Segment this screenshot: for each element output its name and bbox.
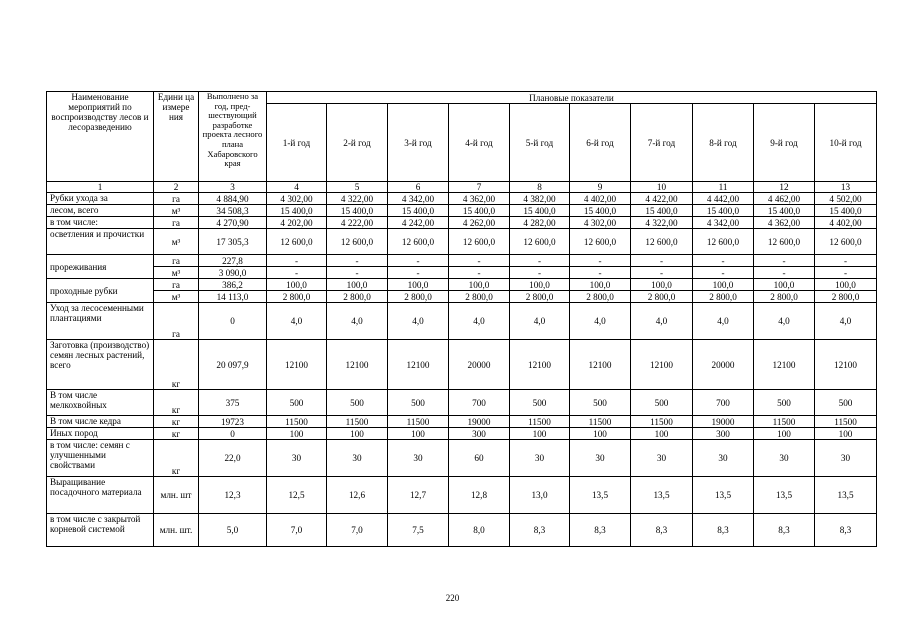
row-plan-value: 12,5 bbox=[267, 477, 327, 514]
row-plan-value: 500 bbox=[267, 390, 327, 416]
row-prev-value: 17 305,3 bbox=[199, 229, 267, 255]
row-plan-value: 12 600,0 bbox=[570, 229, 631, 255]
header-year: 10-й год bbox=[815, 104, 877, 182]
row-plan-value: 11500 bbox=[267, 416, 327, 428]
row-plan-value: 12100 bbox=[631, 340, 693, 390]
row-unit: кг bbox=[154, 390, 199, 416]
row-unit: кг bbox=[154, 428, 199, 440]
row-plan-value: 2 800,0 bbox=[693, 291, 754, 303]
row-plan-value: 300 bbox=[449, 428, 510, 440]
row-plan-value: 2 800,0 bbox=[327, 291, 388, 303]
header-planned: Плановые показатели bbox=[267, 92, 877, 104]
row-plan-value: 4 422,00 bbox=[631, 193, 693, 205]
row-plan-value: 12 600,0 bbox=[754, 229, 815, 255]
row-plan-value: 8,0 bbox=[449, 514, 510, 547]
row-plan-value: 12 600,0 bbox=[449, 229, 510, 255]
row-plan-value: 13,5 bbox=[754, 477, 815, 514]
row-unit: га bbox=[154, 217, 199, 229]
row-plan-value: 30 bbox=[570, 440, 631, 477]
row-prev-value: 0 bbox=[199, 303, 267, 340]
row-plan-value: 13,5 bbox=[631, 477, 693, 514]
row-unit: га bbox=[154, 303, 199, 340]
row-plan-value: - bbox=[815, 267, 877, 279]
row-prev-value: 20 097,9 bbox=[199, 340, 267, 390]
row-plan-value: 11500 bbox=[510, 416, 570, 428]
row-plan-value: 15 400,0 bbox=[631, 205, 693, 217]
row-plan-value: 300 bbox=[693, 428, 754, 440]
row-name: Выращивание посадочного материала bbox=[47, 477, 154, 514]
row-plan-value: 15 400,0 bbox=[570, 205, 631, 217]
row-plan-value: 4,0 bbox=[267, 303, 327, 340]
row-prev-value: 3 090,0 bbox=[199, 267, 267, 279]
column-number: 3 bbox=[199, 182, 267, 193]
row-plan-value: 12 600,0 bbox=[693, 229, 754, 255]
row-plan-value: 11500 bbox=[388, 416, 449, 428]
row-plan-value: 15 400,0 bbox=[267, 205, 327, 217]
row-plan-value: 2 800,0 bbox=[570, 291, 631, 303]
column-number: 9 bbox=[570, 182, 631, 193]
row-plan-value: 30 bbox=[815, 440, 877, 477]
row-plan-value: - bbox=[327, 255, 388, 267]
row-plan-value: 100,0 bbox=[267, 279, 327, 291]
row-prev-value: 375 bbox=[199, 390, 267, 416]
row-plan-value: 2 800,0 bbox=[449, 291, 510, 303]
row-name: прореживания bbox=[47, 255, 154, 279]
row-plan-value: - bbox=[388, 267, 449, 279]
header-year: 7-й год bbox=[631, 104, 693, 182]
row-unit: млн. шт bbox=[154, 477, 199, 514]
row-plan-value: - bbox=[388, 255, 449, 267]
row-unit: кг bbox=[154, 340, 199, 390]
row-plan-value: 7,0 bbox=[327, 514, 388, 547]
row-plan-value: 100 bbox=[327, 428, 388, 440]
row-plan-value: 2 800,0 bbox=[754, 291, 815, 303]
column-number: 1 bbox=[47, 182, 154, 193]
row-name: В том числе кедра bbox=[47, 416, 154, 428]
row-plan-value: 12 600,0 bbox=[267, 229, 327, 255]
row-plan-value: - bbox=[449, 267, 510, 279]
row-plan-value: 4 362,00 bbox=[449, 193, 510, 205]
row-plan-value: 4 362,00 bbox=[754, 217, 815, 229]
row-plan-value: 13,5 bbox=[570, 477, 631, 514]
row-plan-value: 30 bbox=[510, 440, 570, 477]
row-plan-value: 4 382,00 bbox=[510, 193, 570, 205]
row-plan-value: 12 600,0 bbox=[327, 229, 388, 255]
row-name: проходные рубки bbox=[47, 279, 154, 303]
row-plan-value: 4 222,00 bbox=[327, 217, 388, 229]
row-prev-value: 22,0 bbox=[199, 440, 267, 477]
row-plan-value: 13,5 bbox=[693, 477, 754, 514]
row-unit: га bbox=[154, 279, 199, 291]
row-plan-value: 30 bbox=[388, 440, 449, 477]
table-row bbox=[47, 477, 877, 514]
row-plan-value: 4,0 bbox=[327, 303, 388, 340]
row-plan-value: 500 bbox=[631, 390, 693, 416]
row-prev-value: 4 270,90 bbox=[199, 217, 267, 229]
row-prev-value: 12,3 bbox=[199, 477, 267, 514]
row-plan-value: 15 400,0 bbox=[388, 205, 449, 217]
row-plan-value: 12 600,0 bbox=[510, 229, 570, 255]
row-plan-value: 2 800,0 bbox=[510, 291, 570, 303]
header-year: 8-й год bbox=[693, 104, 754, 182]
row-name: в том числе с закрытой корневой системой bbox=[47, 514, 154, 547]
column-number: 10 bbox=[631, 182, 693, 193]
row-plan-value: 8,3 bbox=[754, 514, 815, 547]
row-plan-value: 500 bbox=[815, 390, 877, 416]
row-plan-value: 4,0 bbox=[570, 303, 631, 340]
header-year: 5-й год bbox=[510, 104, 570, 182]
row-plan-value: 13,0 bbox=[510, 477, 570, 514]
table-row bbox=[47, 514, 877, 547]
row-prev-value: 19723 bbox=[199, 416, 267, 428]
row-plan-value: 100,0 bbox=[327, 279, 388, 291]
row-plan-value: - bbox=[754, 267, 815, 279]
row-plan-value: 12,8 bbox=[449, 477, 510, 514]
row-plan-value: 12 600,0 bbox=[631, 229, 693, 255]
row-prev-value: 5,0 bbox=[199, 514, 267, 547]
row-plan-value: 11500 bbox=[570, 416, 631, 428]
table-row bbox=[47, 229, 877, 255]
row-plan-value: 4 282,00 bbox=[510, 217, 570, 229]
row-plan-value: 4,0 bbox=[815, 303, 877, 340]
row-plan-value: 7,5 bbox=[388, 514, 449, 547]
row-unit: м³ bbox=[154, 291, 199, 303]
row-plan-value: 4,0 bbox=[754, 303, 815, 340]
row-plan-value: 100,0 bbox=[754, 279, 815, 291]
row-plan-value: 20000 bbox=[693, 340, 754, 390]
row-plan-value: 100,0 bbox=[449, 279, 510, 291]
row-plan-value: - bbox=[570, 267, 631, 279]
row-plan-value: 4,0 bbox=[388, 303, 449, 340]
row-plan-value: 30 bbox=[327, 440, 388, 477]
header-year: 2-й год bbox=[327, 104, 388, 182]
table-row bbox=[47, 255, 877, 267]
row-plan-value: 15 400,0 bbox=[693, 205, 754, 217]
row-plan-value: 4 342,00 bbox=[693, 217, 754, 229]
row-name: осветления и прочистки bbox=[47, 229, 154, 255]
header-year: 6-й год bbox=[570, 104, 631, 182]
row-plan-value: 4 342,00 bbox=[388, 193, 449, 205]
row-name: в том числе: семян с улучшенными свойствами bbox=[47, 440, 154, 477]
row-plan-value: 100 bbox=[267, 428, 327, 440]
row-prev-value: 34 508,3 bbox=[199, 205, 267, 217]
header-prev: Выполнено за год, пред-шествующий разработке проекта лесного плана Хабаровского края bbox=[199, 92, 267, 182]
row-plan-value: - bbox=[815, 255, 877, 267]
row-plan-value: 4 402,00 bbox=[570, 193, 631, 205]
row-plan-value: 100 bbox=[754, 428, 815, 440]
column-number: 12 bbox=[754, 182, 815, 193]
column-number: 8 bbox=[510, 182, 570, 193]
row-unit: га bbox=[154, 193, 199, 205]
column-number: 5 bbox=[327, 182, 388, 193]
row-plan-value: 4 442,00 bbox=[693, 193, 754, 205]
column-number: 2 bbox=[154, 182, 199, 193]
row-plan-value: - bbox=[754, 255, 815, 267]
row-unit: га bbox=[154, 255, 199, 267]
row-plan-value: 2 800,0 bbox=[267, 291, 327, 303]
row-plan-value: 100,0 bbox=[388, 279, 449, 291]
row-plan-value: 100 bbox=[815, 428, 877, 440]
row-plan-value: 2 800,0 bbox=[815, 291, 877, 303]
table-row bbox=[47, 193, 877, 205]
row-plan-value: 4,0 bbox=[631, 303, 693, 340]
row-plan-value: 2 800,0 bbox=[631, 291, 693, 303]
row-plan-value: 8,3 bbox=[570, 514, 631, 547]
row-plan-value: 15 400,0 bbox=[815, 205, 877, 217]
row-plan-value: 100,0 bbox=[693, 279, 754, 291]
row-plan-value: 4 462,00 bbox=[754, 193, 815, 205]
row-name: Уход за лесосеменными плантациями bbox=[47, 303, 154, 340]
row-plan-value: 4 202,00 bbox=[267, 217, 327, 229]
row-plan-value: 8,3 bbox=[693, 514, 754, 547]
row-unit: м³ bbox=[154, 205, 199, 217]
row-plan-value: 500 bbox=[388, 390, 449, 416]
row-plan-value: 30 bbox=[693, 440, 754, 477]
row-plan-value: - bbox=[693, 267, 754, 279]
row-plan-value: 4 502,00 bbox=[815, 193, 877, 205]
row-plan-value: 15 400,0 bbox=[327, 205, 388, 217]
table-row bbox=[47, 217, 877, 229]
row-plan-value: 4 302,00 bbox=[267, 193, 327, 205]
row-plan-value: - bbox=[267, 255, 327, 267]
row-plan-value: 11500 bbox=[754, 416, 815, 428]
row-plan-value: 4 402,00 bbox=[815, 217, 877, 229]
row-plan-value: 12100 bbox=[267, 340, 327, 390]
row-plan-value: 4,0 bbox=[693, 303, 754, 340]
row-plan-value: 11500 bbox=[631, 416, 693, 428]
row-plan-value: 4 322,00 bbox=[327, 193, 388, 205]
row-plan-value: 4 242,00 bbox=[388, 217, 449, 229]
row-plan-value: 500 bbox=[754, 390, 815, 416]
row-plan-value: 100 bbox=[388, 428, 449, 440]
row-plan-value: 12100 bbox=[754, 340, 815, 390]
row-plan-value: 11500 bbox=[327, 416, 388, 428]
row-name: лесом, всего bbox=[47, 205, 154, 217]
header-year: 9-й год bbox=[754, 104, 815, 182]
row-unit: млн. шт. bbox=[154, 514, 199, 547]
row-prev-value: 14 113,0 bbox=[199, 291, 267, 303]
column-number: 4 bbox=[267, 182, 327, 193]
row-unit: кг bbox=[154, 416, 199, 428]
row-plan-value: 4 262,00 bbox=[449, 217, 510, 229]
row-plan-value: 15 400,0 bbox=[449, 205, 510, 217]
table-row bbox=[47, 291, 877, 303]
row-plan-value: 30 bbox=[267, 440, 327, 477]
row-plan-value: 15 400,0 bbox=[754, 205, 815, 217]
row-plan-value: 19000 bbox=[693, 416, 754, 428]
row-plan-value: - bbox=[570, 255, 631, 267]
header-year: 3-й год bbox=[388, 104, 449, 182]
row-unit: кг bbox=[154, 440, 199, 477]
row-plan-value: 100,0 bbox=[570, 279, 631, 291]
row-plan-value: 12100 bbox=[815, 340, 877, 390]
row-plan-value: 12,7 bbox=[388, 477, 449, 514]
row-plan-value: 500 bbox=[570, 390, 631, 416]
row-plan-value: 100,0 bbox=[631, 279, 693, 291]
column-number: 11 bbox=[693, 182, 754, 193]
header-year: 4-й год bbox=[449, 104, 510, 182]
row-plan-value: 500 bbox=[510, 390, 570, 416]
row-plan-value: 30 bbox=[631, 440, 693, 477]
row-plan-value: 100 bbox=[631, 428, 693, 440]
row-plan-value: 4 322,00 bbox=[631, 217, 693, 229]
row-plan-value: - bbox=[693, 255, 754, 267]
row-plan-value: 100,0 bbox=[510, 279, 570, 291]
row-plan-value: - bbox=[631, 255, 693, 267]
row-name: в том числе: bbox=[47, 217, 154, 229]
row-prev-value: 227,8 bbox=[199, 255, 267, 267]
header-year: 1-й год bbox=[267, 104, 327, 182]
row-plan-value: 13,5 bbox=[815, 477, 877, 514]
row-unit: м³ bbox=[154, 267, 199, 279]
row-prev-value: 0 bbox=[199, 428, 267, 440]
row-plan-value: 2 800,0 bbox=[388, 291, 449, 303]
row-plan-value: 60 bbox=[449, 440, 510, 477]
forest-plan-table bbox=[46, 91, 877, 547]
table-row bbox=[47, 428, 877, 440]
row-plan-value: 4,0 bbox=[510, 303, 570, 340]
row-plan-value: 500 bbox=[327, 390, 388, 416]
row-plan-value: - bbox=[267, 267, 327, 279]
row-plan-value: - bbox=[449, 255, 510, 267]
row-plan-value: - bbox=[510, 255, 570, 267]
table-row bbox=[47, 205, 877, 217]
row-plan-value: 8,3 bbox=[815, 514, 877, 547]
row-plan-value: 7,0 bbox=[267, 514, 327, 547]
table-row bbox=[47, 390, 877, 416]
row-plan-value: 100 bbox=[570, 428, 631, 440]
row-name: В том числе мелкохвойных bbox=[47, 390, 154, 416]
row-plan-value: - bbox=[631, 267, 693, 279]
table-row bbox=[47, 267, 877, 279]
table-row bbox=[47, 279, 877, 291]
row-plan-value: 30 bbox=[754, 440, 815, 477]
page-number: 220 bbox=[445, 593, 460, 603]
row-plan-value: 8,3 bbox=[510, 514, 570, 547]
row-prev-value: 386,2 bbox=[199, 279, 267, 291]
row-plan-value: 20000 bbox=[449, 340, 510, 390]
table-row bbox=[47, 303, 877, 340]
table-row bbox=[47, 340, 877, 390]
row-plan-value: 700 bbox=[449, 390, 510, 416]
row-plan-value: 19000 bbox=[449, 416, 510, 428]
row-plan-value: 12100 bbox=[570, 340, 631, 390]
row-plan-value: 12100 bbox=[388, 340, 449, 390]
row-plan-value: 12 600,0 bbox=[815, 229, 877, 255]
row-plan-value: 8,3 bbox=[631, 514, 693, 547]
column-number: 7 bbox=[449, 182, 510, 193]
row-plan-value: 12100 bbox=[510, 340, 570, 390]
row-unit: м³ bbox=[154, 229, 199, 255]
table-row bbox=[47, 416, 877, 428]
row-name: Иных пород bbox=[47, 428, 154, 440]
row-plan-value: 100,0 bbox=[815, 279, 877, 291]
header-unit: Едини ца измере ния bbox=[154, 92, 199, 182]
column-number: 6 bbox=[388, 182, 449, 193]
row-plan-value: 4,0 bbox=[449, 303, 510, 340]
row-plan-value: - bbox=[327, 267, 388, 279]
row-plan-value: 12,6 bbox=[327, 477, 388, 514]
row-plan-value: 4 302,00 bbox=[570, 217, 631, 229]
header-name: Наименование мероприятий по воспроизводству лесов и лесоразведению bbox=[47, 92, 154, 182]
column-number: 13 bbox=[815, 182, 877, 193]
row-plan-value: 12100 bbox=[327, 340, 388, 390]
row-plan-value: 700 bbox=[693, 390, 754, 416]
row-plan-value: 15 400,0 bbox=[510, 205, 570, 217]
table-row bbox=[47, 440, 877, 477]
row-prev-value: 4 884,90 bbox=[199, 193, 267, 205]
row-plan-value: - bbox=[510, 267, 570, 279]
row-plan-value: 11500 bbox=[815, 416, 877, 428]
row-plan-value: 100 bbox=[510, 428, 570, 440]
row-name: Заготовка (производство) семян лесных растений, всего bbox=[47, 340, 154, 390]
row-plan-value: 12 600,0 bbox=[388, 229, 449, 255]
row-name: Рубки ухода за bbox=[47, 193, 154, 205]
